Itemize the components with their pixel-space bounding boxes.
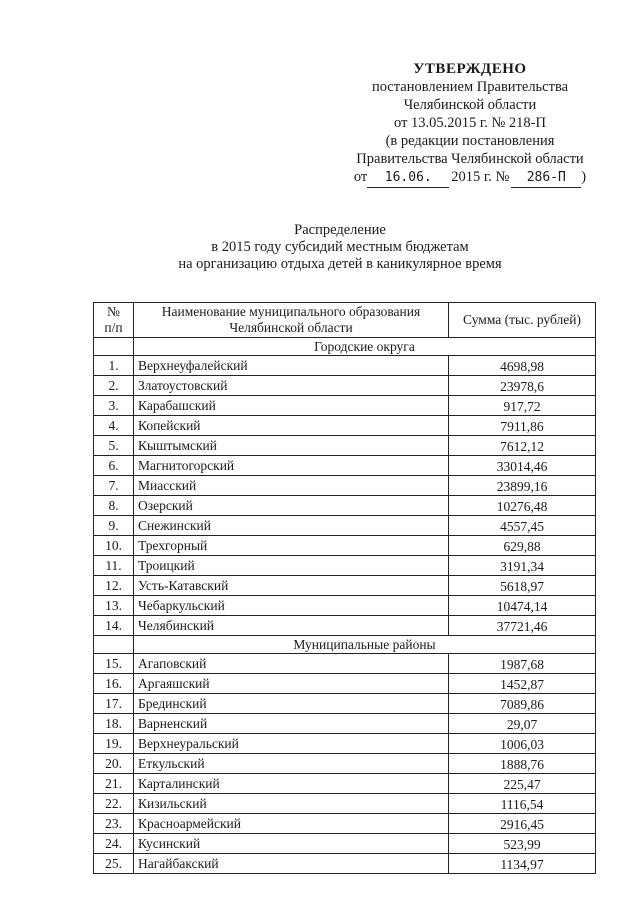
- subsidy-amount: 4557,45: [449, 516, 596, 536]
- row-number: 1.: [94, 356, 134, 376]
- approval-line-3: от 13.05.2015 г. № 218-П: [394, 115, 546, 131]
- municipality-name: Снежинский: [134, 516, 449, 536]
- subsidy-amount: 523,99: [449, 834, 596, 854]
- section-title: Муниципальные районы: [134, 636, 596, 654]
- header-sum: Сумма (тыс. рублей): [449, 303, 596, 338]
- municipality-name: Варненский: [134, 714, 449, 734]
- municipality-name: Трехгорный: [134, 536, 449, 556]
- section-blank-cell: [94, 338, 134, 356]
- municipality-name: Озерский: [134, 496, 449, 516]
- row-number: 25.: [94, 854, 134, 874]
- municipality-name: Верхнеуральский: [134, 734, 449, 754]
- table-row: [94, 536, 596, 556]
- row-number: 17.: [94, 694, 134, 714]
- subsidy-amount: 23899,16: [449, 476, 596, 496]
- table-row: [94, 834, 596, 854]
- subsidy-amount: 10276,48: [449, 496, 596, 516]
- header-num: № п/п: [94, 303, 134, 338]
- subsidy-amount: 29,07: [449, 714, 596, 734]
- subsidy-amount: 3191,34: [449, 556, 596, 576]
- section-row: [94, 636, 596, 654]
- table-row: [94, 576, 596, 596]
- table-row: [94, 476, 596, 496]
- row-number: 6.: [94, 456, 134, 476]
- table-row: [94, 694, 596, 714]
- subsidy-amount: 2916,45: [449, 814, 596, 834]
- subsidy-amount: 7612,12: [449, 436, 596, 456]
- row-number: 14.: [94, 616, 134, 636]
- approval-stamp: [340, 60, 600, 188]
- row-number: 3.: [94, 396, 134, 416]
- table-header-row: [94, 303, 596, 338]
- table-row: [94, 376, 596, 396]
- table-row: [94, 556, 596, 576]
- row-number: 8.: [94, 496, 134, 516]
- row-number: 20.: [94, 754, 134, 774]
- municipality-name: Еткульский: [134, 754, 449, 774]
- table-row: [94, 436, 596, 456]
- approval-line-1: постановлением Правительства: [371, 79, 569, 95]
- row-number: 21.: [94, 774, 134, 794]
- title-line-3: на организацию отдыха детей в каникулярное время: [178, 256, 502, 272]
- table-row: [94, 714, 596, 734]
- table-row: [94, 754, 596, 774]
- subsidy-amount: 37721,46: [449, 616, 596, 636]
- subsidy-amount: 33014,46: [449, 456, 596, 476]
- row-number: 5.: [94, 436, 134, 456]
- table-row: [94, 496, 596, 516]
- municipality-name: Магнитогорский: [134, 456, 449, 476]
- municipality-name: Брединский: [134, 694, 449, 714]
- municipality-name: Красноармейский: [134, 814, 449, 834]
- municipality-name: Нагайбакский: [134, 854, 449, 874]
- subsidy-amount: 1888,76: [449, 754, 596, 774]
- amendment-number: 286-П: [511, 169, 581, 188]
- municipality-name: Златоустовский: [134, 376, 449, 396]
- document-title: [120, 222, 560, 273]
- subsidy-amount: 629,88: [449, 536, 596, 556]
- subsidy-table: [93, 302, 596, 874]
- row-number: 11.: [94, 556, 134, 576]
- municipality-name: Челябинский: [134, 616, 449, 636]
- subsidy-amount: 7911,86: [449, 416, 596, 436]
- row-number: 18.: [94, 714, 134, 734]
- subsidy-amount: 1452,87: [449, 674, 596, 694]
- subsidy-amount: 23978,6: [449, 376, 596, 396]
- municipality-name: Чебаркульский: [134, 596, 449, 616]
- subsidy-amount: 5618,97: [449, 576, 596, 596]
- municipality-name: Кыштымский: [134, 436, 449, 456]
- row-number: 13.: [94, 596, 134, 616]
- row-number: 4.: [94, 416, 134, 436]
- date-prefix: от: [353, 169, 368, 185]
- table-row: [94, 516, 596, 536]
- row-number: 12.: [94, 576, 134, 596]
- table-row: [94, 674, 596, 694]
- amendment-date: 16.06.: [367, 169, 449, 188]
- section-title: Городские округа: [134, 338, 596, 356]
- municipality-name: Агаповский: [134, 654, 449, 674]
- subsidy-amount: 225,47: [449, 774, 596, 794]
- table-row: [94, 416, 596, 436]
- subsidy-amount: 7089,86: [449, 694, 596, 714]
- table-row: [94, 774, 596, 794]
- row-number: 22.: [94, 794, 134, 814]
- title-line-2: в 2015 году субсидий местным бюджетам: [211, 239, 469, 255]
- municipality-name: Копейский: [134, 416, 449, 436]
- approval-line-4: (в редакции постановления: [385, 133, 555, 149]
- table-row: [94, 596, 596, 616]
- row-number: 10.: [94, 536, 134, 556]
- table-row: [94, 356, 596, 376]
- row-number: 19.: [94, 734, 134, 754]
- subsidy-amount: 1116,54: [449, 794, 596, 814]
- municipality-name: Кизильский: [134, 794, 449, 814]
- approval-heading: УТВЕРЖДЕНО: [413, 61, 527, 77]
- table-row: [94, 654, 596, 674]
- title-line-1: Распределение: [294, 222, 386, 238]
- table-row: [94, 616, 596, 636]
- row-number: 24.: [94, 834, 134, 854]
- table-body: [94, 338, 596, 874]
- table-row: [94, 396, 596, 416]
- section-blank-cell: [94, 636, 134, 654]
- table-row: [94, 734, 596, 754]
- date-mid: 2015 г. №: [451, 169, 510, 185]
- municipality-name: Карабашский: [134, 396, 449, 416]
- subsidy-amount: 1006,03: [449, 734, 596, 754]
- row-number: 15.: [94, 654, 134, 674]
- approval-line-2: Челябинской области: [403, 97, 537, 113]
- table-row: [94, 814, 596, 834]
- section-row: [94, 338, 596, 356]
- table-row: [94, 456, 596, 476]
- table-row: [94, 794, 596, 814]
- municipality-name: Аргаяшский: [134, 674, 449, 694]
- subsidy-amount: 1987,68: [449, 654, 596, 674]
- row-number: 2.: [94, 376, 134, 396]
- subsidy-amount: 10474,14: [449, 596, 596, 616]
- municipality-name: Миасский: [134, 476, 449, 496]
- subsidy-amount: 1134,97: [449, 854, 596, 874]
- municipality-name: Верхнеуфалейский: [134, 356, 449, 376]
- approval-line-5: Правительства Челябинской области: [356, 151, 584, 167]
- subsidy-amount: 917,72: [449, 396, 596, 416]
- municipality-name: Троицкий: [134, 556, 449, 576]
- table-row: [94, 854, 596, 874]
- date-suffix: ): [581, 169, 587, 185]
- subsidy-amount: 4698,98: [449, 356, 596, 376]
- row-number: 23.: [94, 814, 134, 834]
- municipality-name: Кусинский: [134, 834, 449, 854]
- header-name: Наименование муниципального образования Челябинской области: [134, 303, 449, 338]
- approval-date-line: [340, 168, 600, 188]
- municipality-name: Карталинский: [134, 774, 449, 794]
- row-number: 9.: [94, 516, 134, 536]
- row-number: 7.: [94, 476, 134, 496]
- municipality-name: Усть-Катавский: [134, 576, 449, 596]
- row-number: 16.: [94, 674, 134, 694]
